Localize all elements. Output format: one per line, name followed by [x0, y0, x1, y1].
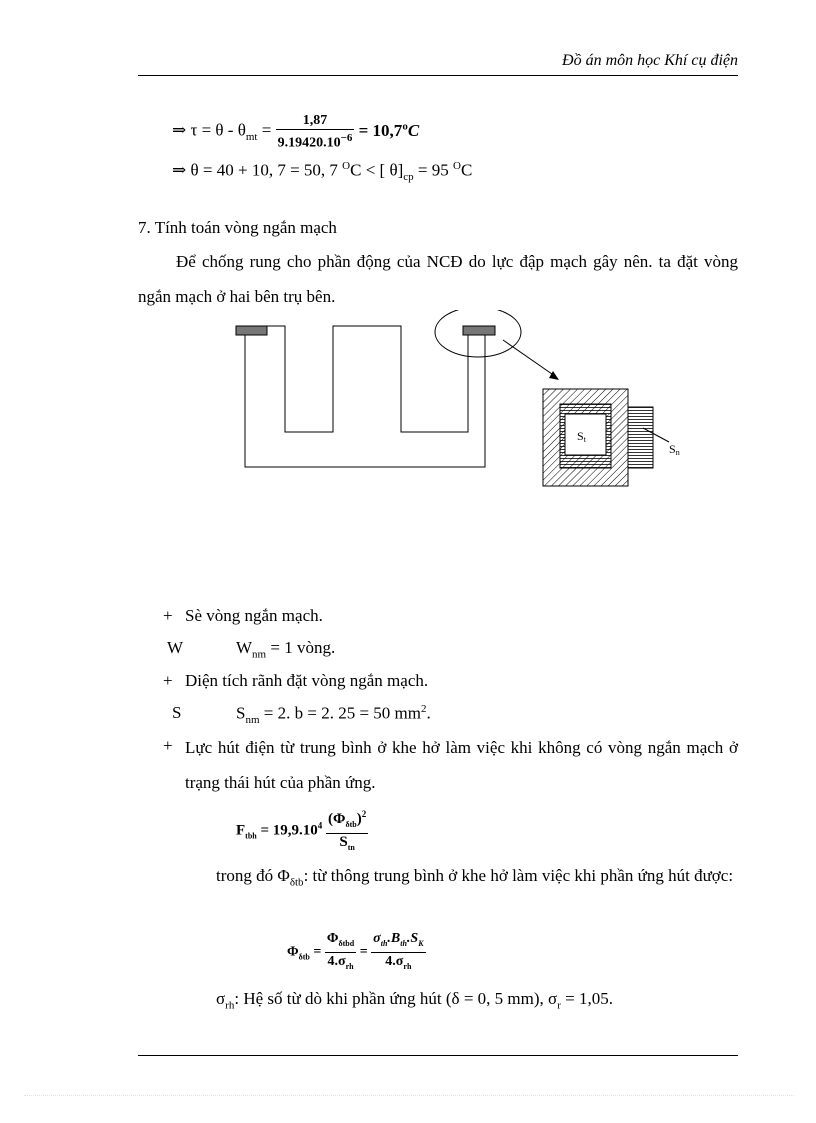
flux-num2-b-sub: th [400, 938, 407, 948]
eq2-deg2: O [453, 160, 461, 172]
flux-lhs: Φ [287, 944, 299, 960]
force-num-sup: 2 [361, 809, 367, 819]
force-num-sub: δtb [345, 820, 357, 829]
page-edge-dots [24, 1095, 794, 1096]
sigma-pre: σ [216, 989, 226, 1008]
s-sub: nm [245, 714, 260, 727]
bullet: + [163, 671, 173, 690]
shading-ring-left [236, 326, 267, 335]
flux-fraction-2 [371, 930, 425, 975]
flux-lhs-sub: δtb [298, 952, 310, 962]
w-expression [236, 638, 335, 660]
magnetic-core-figure [225, 310, 695, 495]
s-sup: 2 [421, 703, 427, 715]
sigma-sub2: r [557, 999, 561, 1012]
header-rule [138, 75, 738, 76]
flux-equation: $\Phi_{\delta tb}$ = $\frac{\Phi_{\delta tbd}}{4.\sigma_{rh}}$ = $\frac{\sigma_{th}.B_{th}.S_K}{4.\sigma_{rh}}$ [287, 930, 426, 975]
force-mid: = 19,9.10 [256, 822, 318, 839]
w-rest: = 1 vòng. [266, 638, 336, 657]
label-st: St [577, 429, 586, 444]
shading-ring-right [463, 326, 495, 335]
list-item-text: Diện tích rãnh đặt vòng ngắn mạch. [185, 671, 429, 690]
eq2-c: = 95 [413, 160, 453, 180]
eq2-d: C [460, 160, 473, 180]
list-item [163, 671, 428, 691]
s-expression [236, 703, 431, 726]
flux-fraction-1 [325, 930, 356, 975]
implies-arrow: ⇒ [172, 120, 187, 140]
s-var: S [236, 703, 246, 723]
s-symbol: S [172, 703, 182, 722]
flux-num-1 [325, 930, 356, 953]
force-equation [236, 806, 368, 856]
where-pre: trong đó Φ [216, 866, 290, 885]
label-sn: Sn [669, 442, 680, 457]
bullet: + [163, 606, 173, 625]
shading-ring-section [628, 407, 653, 468]
sigma-line [216, 989, 613, 1011]
list-item-text: Sè vòng ngắn mạch. [185, 606, 323, 625]
force-fraction [326, 806, 368, 856]
list-item [163, 606, 323, 626]
eq1-den-sup: −6 [340, 132, 353, 144]
section-paragraph: Để chống rung cho phần động của NCĐ do lực đập mạch gây nên. ta đặt vòng ngắn mạch ở hai bên trụ bên. [138, 252, 738, 306]
where-sub: δtb [289, 876, 304, 889]
footer-rule [138, 1055, 738, 1056]
where-rest: : từ thông trung bình ở khe hở làm việc khi phần ứng hút được: [303, 866, 734, 885]
pointer-line [503, 340, 552, 374]
flux-num-2 [371, 930, 425, 953]
s-rest: = 2. b = 2. 25 = 50 mm [259, 703, 421, 723]
flux-num1-sub: δtbd [338, 938, 355, 948]
page-header: Đồ án môn học Khí cụ điện [562, 52, 738, 69]
eq1-fraction [276, 112, 355, 152]
flux-num2-b: .B [387, 931, 401, 946]
sigma-sub: rh [225, 999, 235, 1012]
eq1-den [276, 130, 355, 152]
sigma-end: = 1,05. [560, 989, 613, 1008]
sigma-rest: : Hệ số từ dò khi phần ứng hút (δ = 0, 5 mm), σ [234, 989, 558, 1008]
s-end: . [426, 703, 431, 723]
flux-den2-sub: rh [403, 961, 412, 971]
eq1-eq: = [261, 120, 272, 140]
list-item-text: Lực hút điện từ trung bình ở khe hở làm việc khi không có vòng ngắn mạch ở trạng thái hút của phần ứng. [185, 738, 738, 792]
implies-arrow: ⇒ [172, 160, 187, 180]
eq2-a: θ = 40 + 10, 7 = 50, 7 [190, 160, 343, 180]
w-line [167, 638, 336, 661]
w-var: W [236, 638, 253, 657]
pointer-arrowhead [549, 371, 559, 380]
eq1-res: = 10,7 [358, 120, 403, 140]
flux-num1-text: Φ [326, 931, 339, 946]
flux-num2-c-sub: K [418, 938, 424, 948]
equation-theta [172, 160, 472, 183]
flux-den-2 [371, 953, 425, 975]
eq1-num: 1,87 [276, 112, 355, 130]
flux-num2-text: σ [373, 931, 381, 946]
s-line [172, 703, 431, 727]
eq2-deg1: O [342, 160, 351, 172]
force-num [326, 806, 368, 834]
list-item [163, 730, 738, 800]
eq1-res-unit: C [407, 120, 420, 140]
where-paragraph [216, 858, 738, 900]
flux-den1-sub: rh [345, 961, 354, 971]
force-num-text: (Φ [328, 811, 346, 827]
flux-den1-text: 4.σ [327, 953, 346, 969]
eq1-lhs: τ = θ - θ [190, 120, 246, 140]
eq1-res-sup: o [402, 120, 408, 133]
force-lhs: F [236, 822, 246, 839]
flux-den2-text: 4.σ [385, 953, 404, 969]
force-den [326, 834, 368, 856]
force-mid-sup: 4 [317, 820, 323, 831]
eq1-lhs-sub: mt [245, 131, 258, 144]
force-num-end: ) [356, 811, 362, 827]
eq2-sub: cp [403, 171, 414, 184]
force-den-sub: tn [347, 843, 355, 852]
equation-tau [172, 112, 419, 152]
eq1-den-text: 9.19420.10 [277, 135, 341, 151]
flux-num2-c: .S [406, 931, 419, 946]
eq1-result [359, 121, 420, 140]
force-den-text: S [339, 834, 348, 850]
force-lhs-sub: tbh [245, 831, 257, 841]
w-sub: nm [252, 648, 267, 661]
section-heading: 7. Tính toán vòng ngắn mạch [138, 218, 337, 237]
flux-den-1 [325, 953, 356, 975]
e-core-outline [245, 326, 485, 467]
eq2-b: C < [ θ] [350, 160, 404, 180]
bullet: + [163, 736, 173, 755]
flux-num2-sub: th [380, 938, 388, 948]
w-symbol: W [167, 638, 184, 657]
